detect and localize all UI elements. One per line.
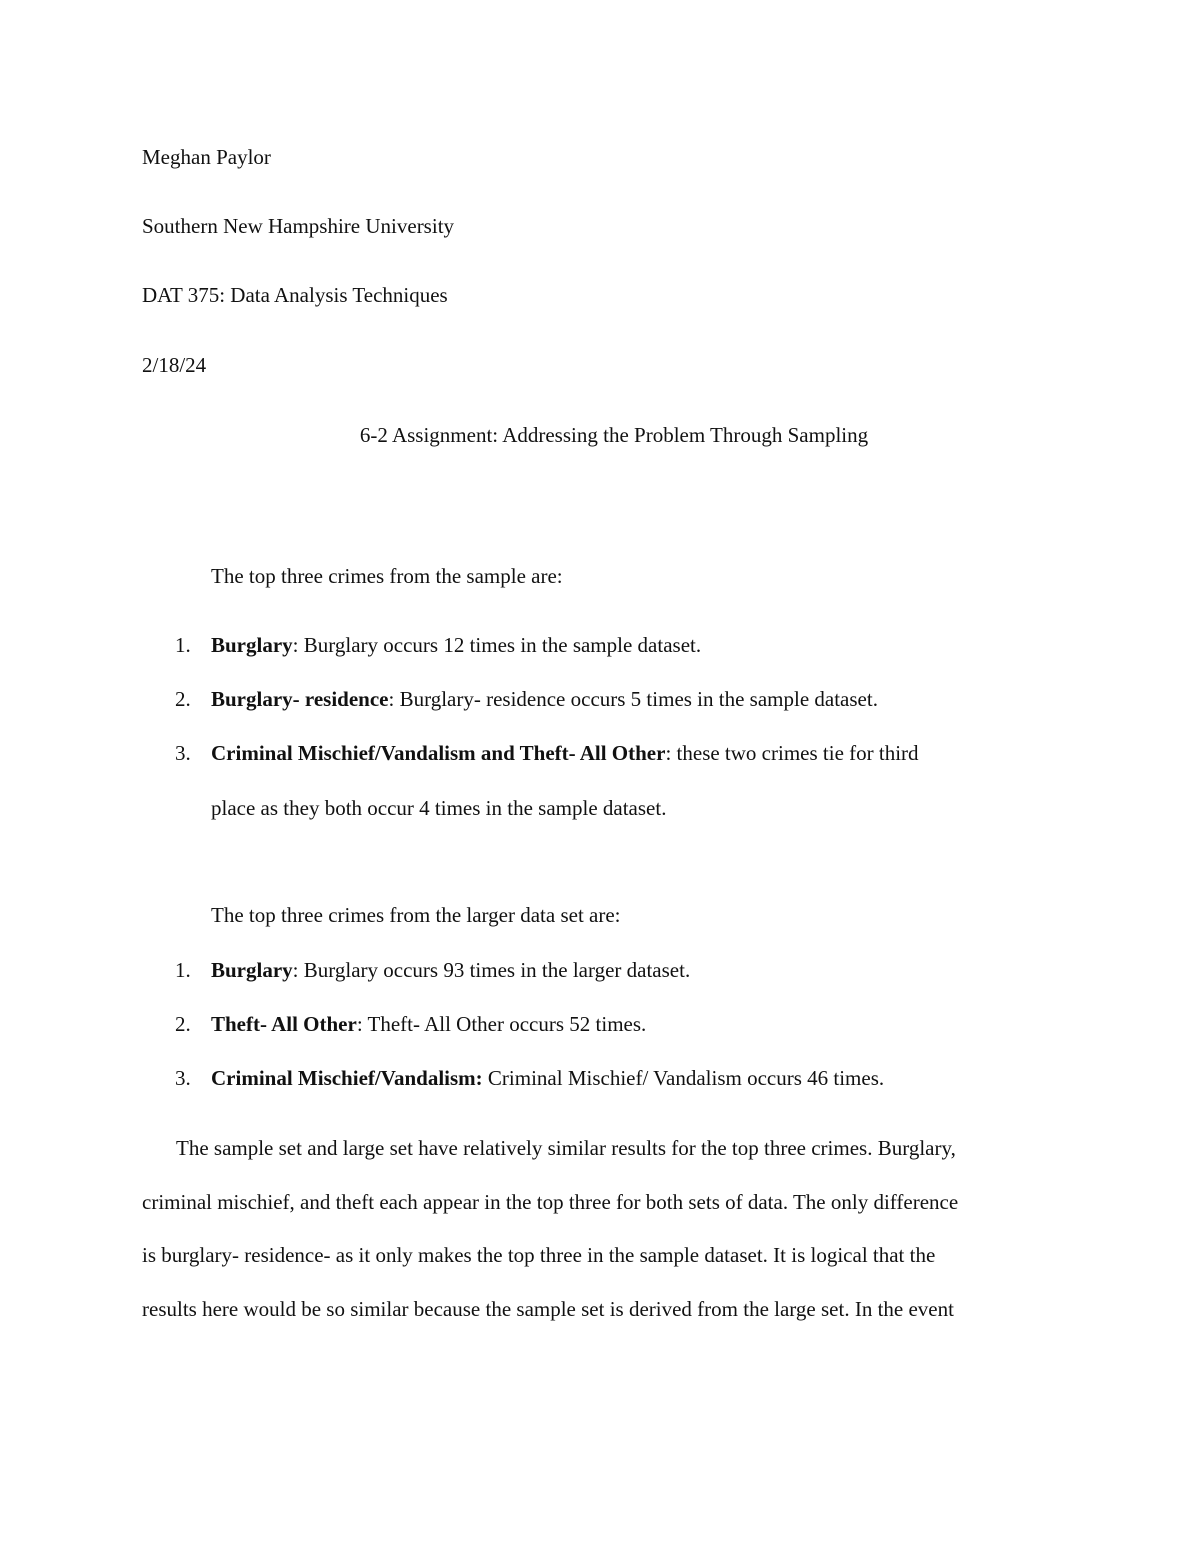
author-name: Meghan Paylor bbox=[142, 145, 271, 169]
list-item-text: : Burglary occurs 12 times in the sample dataset. bbox=[292, 633, 702, 657]
list-number: 3. bbox=[175, 741, 191, 765]
list-item bbox=[211, 740, 919, 766]
list-item-continuation: place as they both occur 4 times in the sample dataset. bbox=[211, 796, 667, 820]
paragraph-line: is burglary- residence- as it only makes the top three in the sample dataset. It is logical that the bbox=[142, 1243, 936, 1267]
list-item-term: Criminal Mischief/Vandalism: bbox=[211, 1066, 483, 1090]
list-number: 1. bbox=[175, 958, 191, 982]
course-name: DAT 375: Data Analysis Techniques bbox=[142, 283, 448, 307]
institution-name: Southern New Hampshire University bbox=[142, 214, 455, 238]
document-date: 2/18/24 bbox=[142, 353, 207, 377]
list-number: 2. bbox=[175, 687, 191, 711]
document-title: 6-2 Assignment: Addressing the Problem Through Sampling bbox=[359, 423, 869, 447]
list-item-term: Burglary bbox=[211, 633, 293, 657]
list-item-term: Theft- All Other bbox=[211, 1012, 357, 1036]
list-item bbox=[211, 957, 690, 983]
paragraph-line: The sample set and large set have relatively similar results for the top three crimes. Burglary, bbox=[176, 1136, 956, 1160]
list-item-text: : Burglary occurs 93 times in the larger dataset. bbox=[292, 958, 691, 982]
paragraph-line: results here would be so similar because the sample set is derived from the large set. In the event bbox=[142, 1297, 954, 1321]
sample-intro: The top three crimes from the sample are: bbox=[211, 564, 563, 588]
paragraph-line: criminal mischief, and theft each appear in the top three for both sets of data. The only difference bbox=[142, 1190, 959, 1214]
list-item-text: : these two crimes tie for third bbox=[665, 741, 919, 765]
list-item bbox=[211, 1011, 646, 1037]
list-item-text: Criminal Mischief/ Vandalism occurs 46 times. bbox=[482, 1066, 885, 1090]
list-number: 2. bbox=[175, 1012, 191, 1036]
list-item-text: : Theft- All Other occurs 52 times. bbox=[356, 1012, 647, 1036]
list-item bbox=[211, 686, 878, 712]
list-number: 1. bbox=[175, 633, 191, 657]
large-intro: The top three crimes from the larger data set are: bbox=[211, 903, 621, 927]
list-item-term: Burglary- residence bbox=[211, 687, 389, 711]
list-number: 3. bbox=[175, 1066, 191, 1090]
list-item bbox=[211, 1065, 884, 1091]
list-item-text: : Burglary- residence occurs 5 times in the sample dataset. bbox=[388, 687, 878, 711]
list-item-term: Burglary bbox=[211, 958, 293, 982]
list-item bbox=[211, 632, 701, 658]
list-item-term: Criminal Mischief/Vandalism and Theft- All Other bbox=[211, 741, 666, 765]
